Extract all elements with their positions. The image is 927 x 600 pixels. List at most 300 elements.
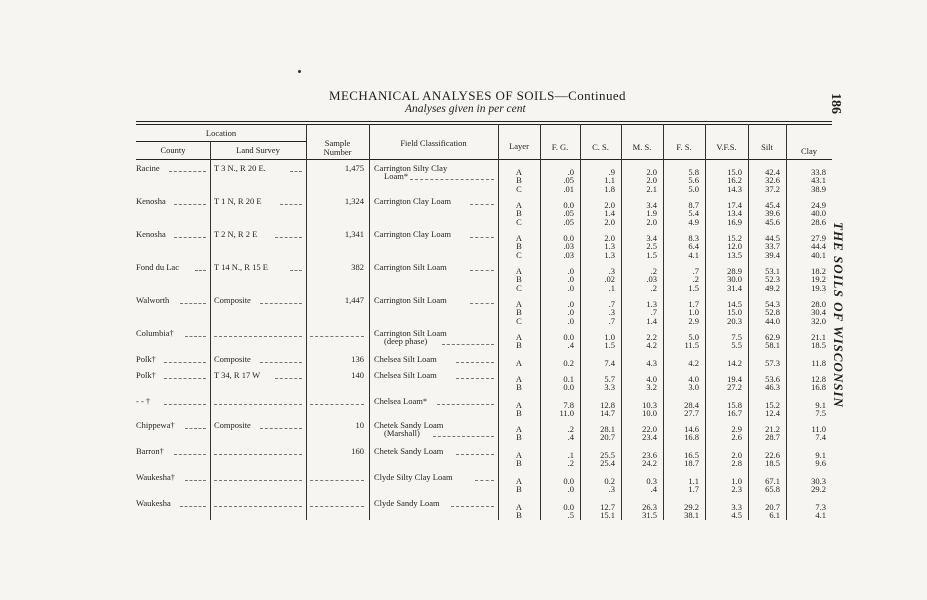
clay-value: 11.8 [811,358,826,368]
leader-dots [275,378,302,379]
ms-value: 2.0 [646,216,657,227]
running-head: THE SOILS OF WISCONSIN [831,222,846,408]
fg-value: .4 [567,432,574,443]
ms-value: .03 [646,274,657,285]
ms-value: 10.3 [642,400,657,410]
leader-dots [456,378,494,379]
ms-value: 23.6 [642,450,657,460]
leader-dots [214,480,302,481]
vfs-value: 16.9 [727,216,742,227]
silt-value: 58.1 [765,340,780,351]
ms-value: 1.3 [646,299,657,309]
sample-number-cell: 10 [355,420,364,430]
county-cell: Fond du Lac [136,262,179,272]
layer-cell: A [515,332,523,342]
cs-value: 2.0 [604,216,615,227]
fs-value: 4.9 [688,216,699,227]
clay-value: 32.0 [811,315,826,326]
vfs-value: 17.4 [727,200,742,210]
column-divider [306,124,307,520]
land-survey-cell: T 1 N, R 20 E [214,196,262,206]
vfs-value: 7.5 [731,332,742,342]
header-cs: C. S. [592,142,609,152]
ms-value: 0.3 [646,476,657,486]
ms-value: 2.1 [646,183,657,194]
header-fs: F. S. [676,142,692,152]
leader-dots [214,506,302,507]
layer-cell: B [516,484,522,495]
vfs-value: 14.5 [727,299,742,309]
layer-cell: C [516,249,522,260]
cs-value: .7 [608,299,615,309]
layer-cell: C [516,183,522,194]
leader-dots [164,378,206,379]
cs-value: .7 [608,315,615,326]
leader-dots [180,506,206,507]
ms-value: 3.4 [646,233,657,243]
county-cell: Polk† [136,370,156,380]
vfs-value: 3.3 [731,502,742,512]
fg-value: .05 [563,208,574,219]
vfs-value: 1.0 [731,476,742,486]
silt-value: 22.6 [765,450,780,460]
cs-value: 0.2 [604,476,615,486]
ms-value: 3.2 [646,382,657,393]
layer-cell: A [515,450,523,460]
silt-value: 18.5 [765,458,780,469]
fs-value: 18.7 [684,458,699,469]
vfs-value: 31.4 [727,282,742,293]
land-survey-cell: Composite [214,354,251,364]
field-classification-cell: Carrington Clay Loam [374,229,451,239]
silt-value: 45.6 [765,216,780,227]
cs-value: 7.4 [604,358,615,368]
silt-value: 12.4 [765,408,780,419]
field-classification-cell: Chelsea Silt Loam [374,354,437,364]
clay-value: 30.3 [811,476,826,486]
fg-value: .03 [563,241,574,252]
vfs-value: 15.0 [727,307,742,318]
header-clay: Clay [800,146,818,156]
ms-value: 2.0 [646,167,657,177]
header-sample-number: Sample [324,138,351,148]
clay-value: 28.6 [811,216,826,227]
silt-value: 42.4 [765,167,780,177]
fs-value: 1.0 [688,307,699,318]
leader-dots [195,270,206,271]
sample-number-cell: 1,475 [344,163,364,173]
cs-value: 20.7 [600,432,615,443]
county-cell: - - † [136,396,151,406]
clay-value: 21.1 [811,332,826,342]
county-cell: Racine [136,163,160,173]
vfs-value: 15.8 [727,400,742,410]
fs-value: 11.5 [684,340,699,351]
fg-value: .4 [567,340,574,351]
fg-value: .0 [567,282,574,293]
header-land-survey: Land Survey [236,145,280,155]
layer-cell: B [516,175,522,186]
silt-value: 57.3 [765,358,780,368]
leader-dots [290,171,303,172]
vfs-value: 28.9 [727,266,742,276]
leader-dots [164,362,206,363]
ms-value: 4.0 [646,374,657,384]
silt-value: 6.1 [769,510,780,521]
cs-value: .3 [608,484,615,495]
cs-value: 2.0 [604,200,615,210]
clay-value: 7.3 [815,502,826,512]
sample-number-cell: 382 [351,262,364,272]
layer-cell: C [516,315,522,326]
ms-value: 31.5 [642,510,657,521]
layer-cell: B [516,208,522,219]
layer-cell: B [516,340,522,351]
ms-value: 1.4 [646,315,657,326]
leader-dots [185,428,206,429]
sample-number-cell: 1,447 [344,295,364,305]
fg-value: 0.0 [563,502,574,512]
fg-value: .0 [567,167,574,177]
sample-number-cell: 1,341 [344,229,364,239]
county-cell: Chippewa† [136,420,175,430]
layer-cell: A [515,358,523,368]
land-survey-cell: T 3 N., R 20 E. [214,163,266,173]
leader-dots [290,270,303,271]
ms-value: .2 [650,266,657,276]
layer-cell: A [515,502,523,512]
leader-dots [451,506,494,507]
layer-cell: A [515,167,523,177]
leader-dots [185,336,206,337]
fg-value: 0.1 [563,374,574,384]
clay-value: 44.4 [811,241,826,252]
fs-value: 5.0 [688,332,699,342]
silt-value: 65.8 [765,484,780,495]
sample-number-cell: 136 [351,354,364,364]
fg-value: 0.0 [563,476,574,486]
leader-dots [470,303,494,304]
leader-dots [174,237,206,238]
field-classification-cell: (deep phase) [384,336,428,347]
fg-value: .03 [563,249,574,260]
fg-value: .0 [567,266,574,276]
silt-value: 32.6 [765,175,780,186]
leader-dots [310,480,364,481]
clay-value: 9.6 [815,458,826,469]
leader-dots [470,204,494,205]
vfs-value: 27.2 [727,382,742,393]
layer-cell: A [515,299,523,309]
layer-cell: A [515,400,523,410]
silt-value: 37.2 [765,183,780,194]
clay-value: 38.9 [811,183,826,194]
header-sample-number-2: Number [323,147,352,157]
clay-value: 18.2 [811,266,826,276]
field-classification-cell: Carrington Silty Clay [374,163,448,173]
column-divider [210,141,211,520]
cs-value: 28.1 [600,424,615,434]
leader-dots [185,480,206,481]
layer-cell: B [516,432,522,443]
fs-value: 1.7 [688,484,699,495]
county-cell: Kenosha [136,229,166,239]
field-classification-cell: Clyde Silty Clay Loam [374,472,453,482]
fg-value: 0.0 [563,332,574,342]
leader-dots [410,179,495,180]
cs-value: 5.7 [604,374,615,384]
leader-dots [174,204,206,205]
fg-value: .05 [563,216,574,227]
county-cell: Kenosha [136,196,166,206]
fg-value: .05 [563,175,574,186]
cs-value: 1.1 [604,175,615,186]
cs-value: .9 [608,167,615,177]
fs-value: 16.8 [684,432,699,443]
fg-value: 7.8 [563,400,574,410]
vfs-value: 2.0 [731,450,742,460]
silt-value: 39.6 [765,208,780,219]
fs-value: 8.7 [688,200,699,210]
fs-value: 3.0 [688,382,699,393]
cs-value: 1.5 [604,340,615,351]
header-vfs: V.F.S. [716,142,737,152]
clay-value: 9.1 [815,450,826,460]
silt-value: 53.1 [765,266,780,276]
silt-value: 53.6 [765,374,780,384]
clay-value: 40.0 [811,208,826,219]
fg-value: 0.0 [563,382,574,393]
fs-value: 6.4 [688,241,699,252]
leader-dots [260,362,302,363]
ms-value: 2.5 [646,241,657,252]
clay-value: 30.4 [811,307,826,318]
leader-dots [280,204,302,205]
field-classification-cell: Carrington Silt Loam [374,295,447,305]
clay-value: 43.1 [811,175,826,186]
clay-value: 28.0 [811,299,826,309]
fs-value: 1.5 [688,282,699,293]
leader-dots [164,404,206,405]
county-cell: Polk† [136,354,156,364]
fg-value: .1 [567,450,574,460]
layer-cell: B [516,382,522,393]
county-cell: Waukesha† [136,472,175,482]
page-number: 186 [828,93,843,114]
cs-value: 12.8 [600,400,615,410]
silt-value: 33.7 [765,241,780,252]
clay-value: 11.0 [811,424,826,434]
leader-dots [310,336,364,337]
print-speck [298,70,301,73]
silt-value: 62.9 [765,332,780,342]
header-fg: F. G. [551,142,569,152]
leader-dots [470,237,494,238]
county-cell: Walworth [136,295,170,305]
cs-value: 14.7 [600,408,615,419]
fs-value: .2 [692,274,699,285]
field-classification-cell: Carrington Silt Loam [374,262,447,272]
fg-value: 0.0 [563,200,574,210]
leader-dots [260,303,302,304]
county-cell: Barron† [136,446,164,456]
ms-value: 4.2 [646,340,657,351]
ms-value: 1.9 [646,208,657,219]
leader-dots [214,454,302,455]
leader-dots [169,171,206,172]
header-field-classification: Field Classification [400,138,467,148]
cs-value: .02 [604,274,615,285]
vfs-value: 13.4 [727,208,742,219]
header-layer: Layer [509,141,529,151]
fs-value: 4.0 [688,374,699,384]
leader-dots [214,404,302,405]
fs-value: 5.8 [688,167,699,177]
field-classification-cell: Chetek Sandy Loam [374,420,444,430]
fg-value: .0 [567,484,574,495]
layer-cell: A [515,424,523,434]
land-survey-cell: Composite [214,295,251,305]
field-classification-cell: Chetek Sandy Loam [374,446,444,456]
table-top-rule [136,121,832,122]
clay-value: 27.9 [811,233,826,243]
leader-dots [174,454,206,455]
land-survey-cell: T 14 N., R 15 E [214,262,268,272]
fg-value: .2 [567,424,574,434]
layer-cell: A [515,374,523,384]
leader-dots [310,506,364,507]
clay-value: 19.2 [811,274,826,285]
layer-cell: B [516,274,522,285]
ms-value: 26.3 [642,502,657,512]
silt-value: 46.3 [765,382,780,393]
ms-value: .7 [650,307,657,318]
leader-dots [437,404,494,405]
leader-dots [180,303,206,304]
ms-value: 2.2 [646,332,657,342]
fg-value: 11.0 [559,408,574,419]
silt-value: 52.8 [765,307,780,318]
cs-value: 1.8 [604,183,615,194]
field-classification-cell: Carrington Silt Loam [374,328,447,338]
field-classification-cell: Loam* [384,171,409,182]
fs-value: 1.1 [688,476,699,486]
silt-value: 54.3 [765,299,780,309]
clay-value: 7.5 [815,408,826,419]
fg-value: 0.0 [563,233,574,243]
sample-number-cell: 140 [351,370,364,380]
silt-value: 67.1 [765,476,780,486]
fs-value: 16.5 [684,450,699,460]
cs-value: 3.3 [604,382,615,393]
ms-value: 3.4 [646,200,657,210]
layer-cell: B [516,458,522,469]
vfs-value: 14.2 [727,358,742,368]
cs-value: .3 [608,307,615,318]
cs-value: 2.0 [604,233,615,243]
leader-dots [275,237,302,238]
silt-value: 44.0 [765,315,780,326]
vfs-value: 14.3 [727,183,742,194]
leader-dots [470,270,494,271]
clay-value: 29.2 [811,484,826,495]
fg-value: .0 [567,315,574,326]
layer-cell: C [516,216,522,227]
land-survey-cell: T 34, R 17 W [214,370,261,380]
vfs-value: 13.5 [727,249,742,260]
silt-value: 28.7 [765,432,780,443]
vfs-value: 20.3 [727,315,742,326]
silt-value: 39.4 [765,249,780,260]
field-classification-cell: (Marshall) [384,428,420,439]
field-classification-cell: Clyde Sandy Loam [374,498,440,508]
fs-value: 14.6 [684,424,699,434]
fg-value: .01 [563,183,574,194]
ms-value: 4.3 [646,358,657,368]
fg-value: .5 [567,510,574,521]
fs-value: 8.3 [688,233,699,243]
vfs-value: 12.0 [727,241,742,252]
location-underline [136,141,306,142]
ms-value: .2 [650,282,657,293]
ms-value: 2.0 [646,175,657,186]
ms-value: 24.2 [642,458,657,469]
cs-value: 1.3 [604,249,615,260]
clay-value: 18.5 [811,340,826,351]
clay-value: 9.1 [815,400,826,410]
table-subtitle: Analyses given in per cent [405,103,526,115]
leader-dots [456,454,494,455]
ms-value: 10.0 [642,408,657,419]
ms-value: 1.5 [646,249,657,260]
header-location: Location [205,128,237,138]
leader-dots [475,480,494,481]
sample-number-cell: 1,324 [344,196,364,206]
fs-value: 1.7 [688,299,699,309]
layer-cell: B [516,408,522,419]
clay-value: 24.9 [811,200,826,210]
clay-value: 33.8 [811,167,826,177]
header-silt: Silt [761,142,773,152]
fs-value: 5.0 [688,183,699,194]
table-top-rule-2 [136,124,832,125]
field-classification-cell: Chelsea Loam* [374,396,428,406]
vfs-value: 2.6 [731,432,742,443]
land-survey-cell: T 2 N, R 2 E [214,229,258,239]
fg-value: .0 [567,299,574,309]
fg-value: .0 [567,307,574,318]
clay-value: 16.8 [811,382,826,393]
ms-value: .4 [650,484,657,495]
leader-dots [433,436,494,437]
county-cell: Waukesha [136,498,171,508]
vfs-value: 19.4 [727,374,742,384]
layer-cell: A [515,266,523,276]
silt-value: 52.3 [765,274,780,285]
ms-value: 22.0 [642,424,657,434]
table-title: MECHANICAL ANALYSES OF SOILS—Continued [329,88,626,103]
leader-dots [214,336,302,337]
silt-value: 21.2 [765,424,780,434]
silt-value: 44.5 [765,233,780,243]
fs-value: 4.1 [688,249,699,260]
clay-value: 7.4 [815,432,826,443]
silt-value: 45.4 [765,200,780,210]
vfs-value: 5.5 [731,340,742,351]
fs-value: 5.6 [688,175,699,186]
layer-cell: B [516,307,522,318]
cs-value: 1.3 [604,241,615,252]
